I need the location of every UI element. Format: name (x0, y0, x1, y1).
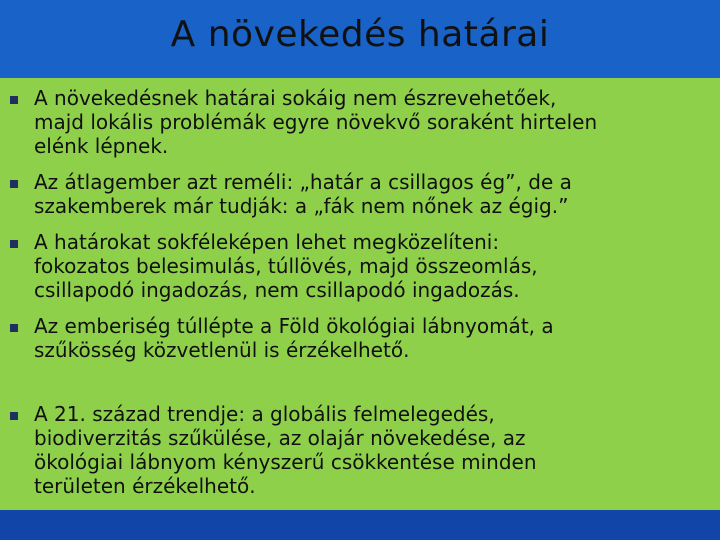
bullet-text-4: Az emberiség túllépte a Föld ökológiai lábnyomát, a szűkösség közvetlenül is érzékelhető. (34, 314, 554, 362)
square-bullet-icon (10, 180, 18, 188)
slide-title: A növekedés határai (170, 14, 550, 55)
bullet-text-1: A növekedésnek határai sokáig nem észrevehetőek, majd lokális problémák egyre növekvő soraként hirtelen elénk lépnek. (34, 86, 598, 158)
bullet-text-3: A határokat sokféleképen lehet megközelíteni: fokozatos belesimulás, túllövés, majd összeomlás, csillapodó ingadozás, nem csillapodó ingadozás. (34, 230, 538, 302)
square-bullet-icon (10, 412, 18, 420)
square-bullet-icon (10, 96, 18, 104)
square-bullet-icon (10, 324, 18, 332)
bullet-text-2: Az átlagember azt reméli: „határ a csillagos ég”, de a szakemberek már tudják: a „fák nem nőnek az égig.” (34, 170, 572, 218)
footer-bar (0, 510, 720, 540)
bullet-text-5: A 21. század trendje: a globális felmelegedés, biodiverzitás szűkülése, az olajár növekedése, az ökológiai lábnyom kényszerű csökkentése minden területen érzékelhető. (34, 402, 537, 498)
square-bullet-icon (10, 240, 18, 248)
title-bar (0, 0, 720, 78)
